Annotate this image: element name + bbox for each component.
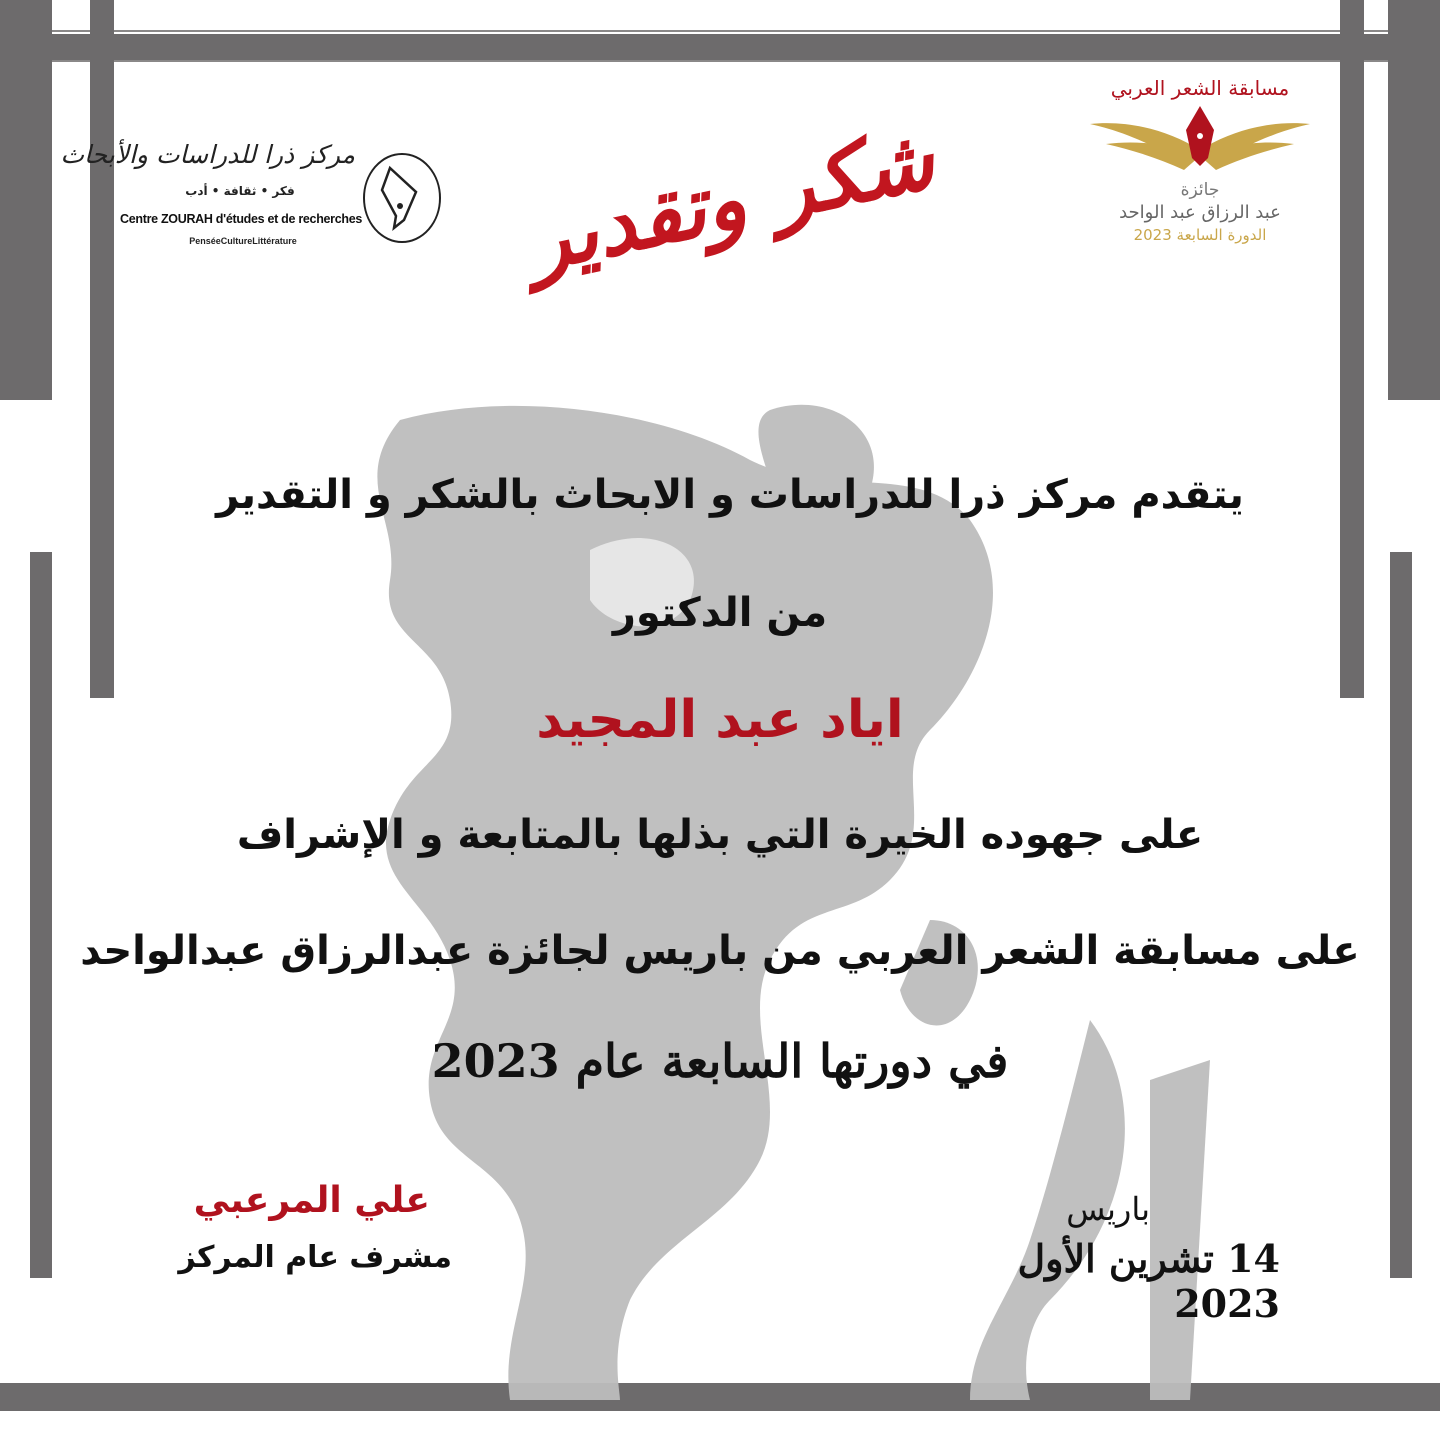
title-line: من الدكتور xyxy=(612,590,828,636)
frame-top-outline xyxy=(22,30,1418,62)
award-name: عبد الرزاق عبد الواحد xyxy=(1119,202,1281,223)
logo-french-name: Centre ZOURAH d'études et de recherches xyxy=(120,212,363,226)
thanks-title: شكر وتقدير xyxy=(517,108,943,291)
award-edition: الدورة السابعة 2023 xyxy=(1133,226,1267,244)
frame-right-lower-bar xyxy=(1390,552,1412,1278)
centre-zourah-logo xyxy=(60,120,450,260)
honoree-name: اياد عبد المجيد xyxy=(536,690,904,750)
logo-french-tagline: PenséeCultureLittérature xyxy=(189,236,297,246)
frame-left-lower-bar xyxy=(30,552,52,1278)
winged-pen-icon xyxy=(1088,100,1312,180)
reason-line: على جهوده الخيرة التي بذلها بالمتابعة و الإشراف xyxy=(236,812,1204,858)
logo-arabic-name: مركز ذرا للدراسات والأبحاث xyxy=(60,140,355,169)
signer-name: علي المرعبي xyxy=(193,1180,430,1221)
intro-line: يتقدم مركز ذرا للدراسات و الابحاث بالشكر و التقدير xyxy=(216,472,1244,518)
award-competition-title: مسابقة الشعر العربي xyxy=(1110,76,1290,100)
edition-line: في دورتها السابعة عام 2023 xyxy=(431,1034,1009,1088)
footer-date: 14 تشرين الأول 2023 xyxy=(1017,1236,1280,1326)
signer-title: مشرف عام المركز xyxy=(178,1240,452,1275)
frame-right-top-bar xyxy=(1388,0,1440,400)
pen-nib-icon xyxy=(360,150,444,246)
logo-arabic-tagline: فكر • ثقافة • أدب xyxy=(185,184,295,198)
award-label: جائزة xyxy=(1180,180,1220,200)
competition-line: على مسابقة الشعر العربي من باريس لجائزة عبدالرزاق عبدالواحد xyxy=(80,928,1360,974)
frame-left-top-bar xyxy=(0,0,52,400)
poetry-award-logo xyxy=(1080,76,1320,246)
footer-city: باريس xyxy=(1066,1190,1150,1228)
